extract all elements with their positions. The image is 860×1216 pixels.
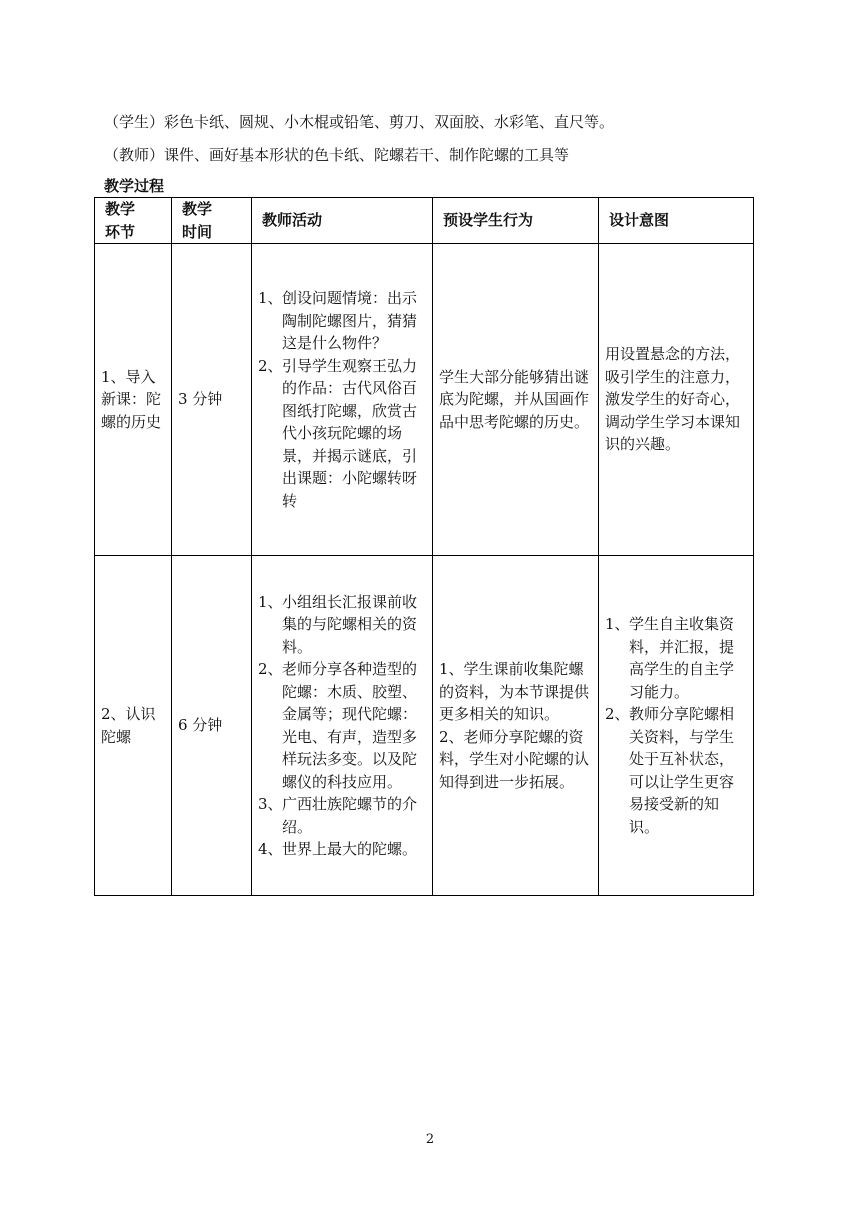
table-header-row — [95, 198, 754, 244]
list-item: 1、 学生自主收集资料，并汇报，提高学生的自主学习能力。 — [605, 615, 735, 701]
teacher-activity-cell — [252, 244, 433, 556]
teacher-activity-cell — [252, 556, 433, 896]
stage-cell: 2、认识陀螺 — [95, 556, 172, 896]
table-row — [95, 244, 754, 556]
table-row — [95, 556, 754, 896]
teacher-activity-list — [258, 591, 426, 861]
design-intent-list — [605, 613, 747, 838]
list-item: 1、 小组组长汇报课前收集的与陀螺相关的资料。 — [258, 592, 418, 656]
list-item: 2、 引导学生观察王弘力的作品：古代风俗百图纸打陀螺，欣赏古代小孩玩陀螺的场景，并揭示谜底，引出课题：小陀螺转呀转 — [258, 356, 418, 510]
header-time: 教学 时间 — [172, 198, 252, 244]
student-materials-line: （学生）彩色卡纸、圆规、小木棍或铅笔、剪刀、双面胶、水彩笔、直尺等。 — [104, 113, 615, 131]
list-item: 4、 世界上最大的陀螺。 — [258, 840, 418, 858]
teaching-process-table — [94, 197, 754, 896]
list-item: 2、 教师分享陀螺相关资料，与学生处于互补状态，可以让学生更容易接受新的知识。 — [605, 705, 735, 836]
list-item: 1、 创设问题情境：出示陶制陀螺图片，猜猜这是什么物件？ — [258, 289, 418, 352]
header-student-behavior: 预设学生行为 — [433, 198, 599, 244]
student-behavior-cell: 1、学生课前收集陀螺的资料，为本节课提供更多相关的知识。 2、老师分享陀螺的资料，学生对小陀螺的认知得到进一步拓展。 — [433, 556, 599, 896]
header-design-intent: 设计意图 — [599, 198, 754, 244]
time-cell: 3 分钟 — [172, 244, 252, 556]
design-intent-cell — [599, 556, 754, 896]
header-stage: 教学 环节 — [95, 198, 172, 244]
section-title: 教学过程 — [104, 177, 165, 195]
teacher-materials-line: （教师）课件、画好基本形状的色卡纸、陀螺若干、制作陀螺的工具等 — [104, 146, 570, 164]
stage-cell: 1、导入新课：陀螺的历史 — [95, 244, 172, 556]
page-number: 2 — [425, 1132, 435, 1147]
list-item: 3、 广西壮族陀螺节的介绍。 — [258, 795, 418, 836]
list-item: 2、 老师分享各种造型的陀螺：木质、胶塑、金属等；现代陀螺：光电、有声，造型多样玩法多变。以及陀螺仪的科技应用。 — [258, 660, 418, 791]
student-behavior-cell: 学生大部分能够猜出谜底为陀螺，并从国画作品中思考陀螺的历史。 — [433, 244, 599, 556]
design-intent-cell: 用设置悬念的方法，吸引学生的注意力，激发学生的好奇心，调动学生学习本课知识的兴趣。 — [599, 244, 754, 556]
time-cell: 6 分钟 — [172, 556, 252, 896]
teacher-activity-list — [258, 287, 426, 512]
header-teacher-activity: 教师活动 — [252, 198, 433, 244]
